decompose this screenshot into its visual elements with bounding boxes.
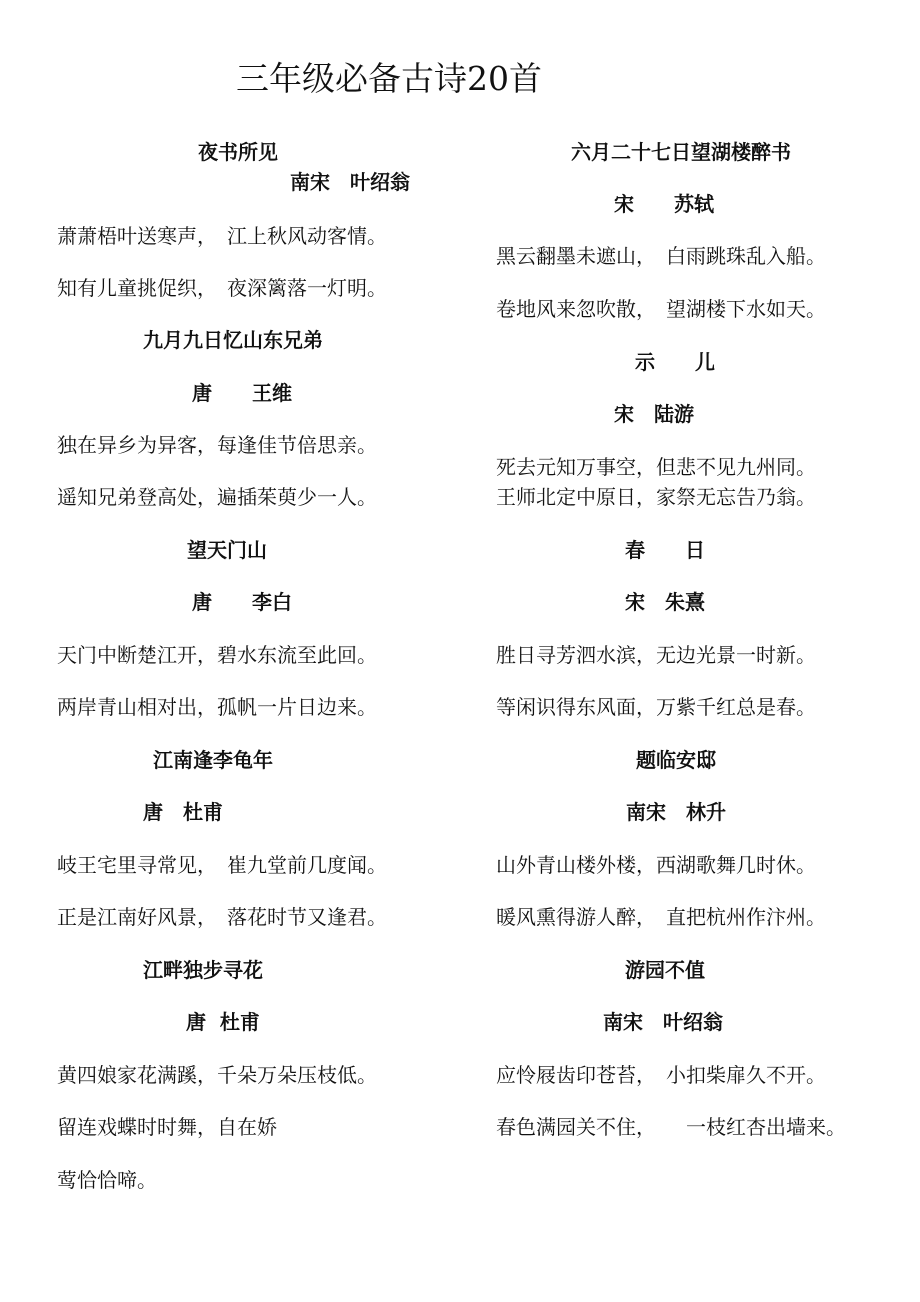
poem-title: 望天门山 <box>187 538 267 562</box>
poem-line: 两岸青山相对出，孤帆一片日边来。 <box>57 695 377 719</box>
poem-line: 天门中断楚江开，碧水东流至此回。 <box>57 643 377 667</box>
poem-line: 知有儿童挑促织， 夜深篱落一灯明。 <box>57 276 387 300</box>
poem-title: 春 日 <box>625 538 705 562</box>
poem-line: 岐王宅里寻常见， 崔九堂前几度闻。 <box>57 853 387 877</box>
poem-line: 胜日寻芳泗水滨，无边光景一时新。 <box>496 643 816 667</box>
poem-author: 唐 杜甫 <box>186 1010 260 1034</box>
poem-line: 莺恰恰啼。 <box>57 1168 157 1192</box>
poem-line: 暖风熏得游人醉， 直把杭州作汴州。 <box>496 905 826 929</box>
poem-line: 春色满园关不住， 一枝红杏出墙来。 <box>496 1115 846 1139</box>
poem-author: 南宋 林升 <box>626 800 726 824</box>
poem-author: 唐 王维 <box>192 381 292 405</box>
poem-author: 唐 杜甫 <box>143 800 223 824</box>
poem-title: 江畔独步寻花 <box>143 958 263 982</box>
poem-title: 江南逢李龟年 <box>153 748 273 772</box>
poem-line: 独在异乡为异客，每逢佳节倍思亲。 <box>57 433 377 457</box>
poem-line: 萧萧梧叶送寒声， 江上秋风动客情。 <box>57 224 387 248</box>
poem-title: 题临安邸 <box>636 748 716 772</box>
poem-author: 宋 朱熹 <box>625 590 705 614</box>
poem-line: 黄四娘家花满蹊，千朵万朵压枝低。 <box>57 1063 377 1087</box>
poem-line: 死去元知万事空，但悲不见九州同。 <box>496 455 816 479</box>
poem-author: 南宋 叶绍翁 <box>290 170 410 194</box>
poem-title: 六月二十七日望湖楼醉书 <box>571 140 791 164</box>
page-title: 三年级必备古诗20首 <box>236 59 542 98</box>
poem-title: 游园不值 <box>625 958 705 982</box>
poem-line: 正是江南好风景， 落花时节又逢君。 <box>57 905 387 929</box>
poem-author: 宋 陆游 <box>614 402 694 426</box>
poem-line: 应怜屐齿印苍苔， 小扣柴扉久不开。 <box>496 1063 826 1087</box>
poem-author: 宋 苏轼 <box>614 192 714 216</box>
poem-line: 遥知兄弟登高处，遍插茱萸少一人。 <box>57 485 377 509</box>
poem-author: 唐 李白 <box>192 590 292 614</box>
poem-title: 九月九日忆山东兄弟 <box>143 328 323 352</box>
poem-line: 山外青山楼外楼，西湖歌舞几时休。 <box>496 853 816 877</box>
poem-title: 示 儿 <box>635 350 715 374</box>
poem-title: 夜书所见 <box>198 140 278 164</box>
poem-author: 南宋 叶绍翁 <box>603 1010 723 1034</box>
poem-line: 卷地风来忽吹散， 望湖楼下水如天。 <box>496 297 826 321</box>
poem-line: 王师北定中原日，家祭无忘告乃翁。 <box>496 485 816 509</box>
poem-line: 黑云翻墨未遮山， 白雨跳珠乱入船。 <box>496 244 826 268</box>
poem-line: 留连戏蝶时时舞，自在娇 <box>57 1115 277 1139</box>
poem-line: 等闲识得东风面，万紫千红总是春。 <box>496 695 816 719</box>
